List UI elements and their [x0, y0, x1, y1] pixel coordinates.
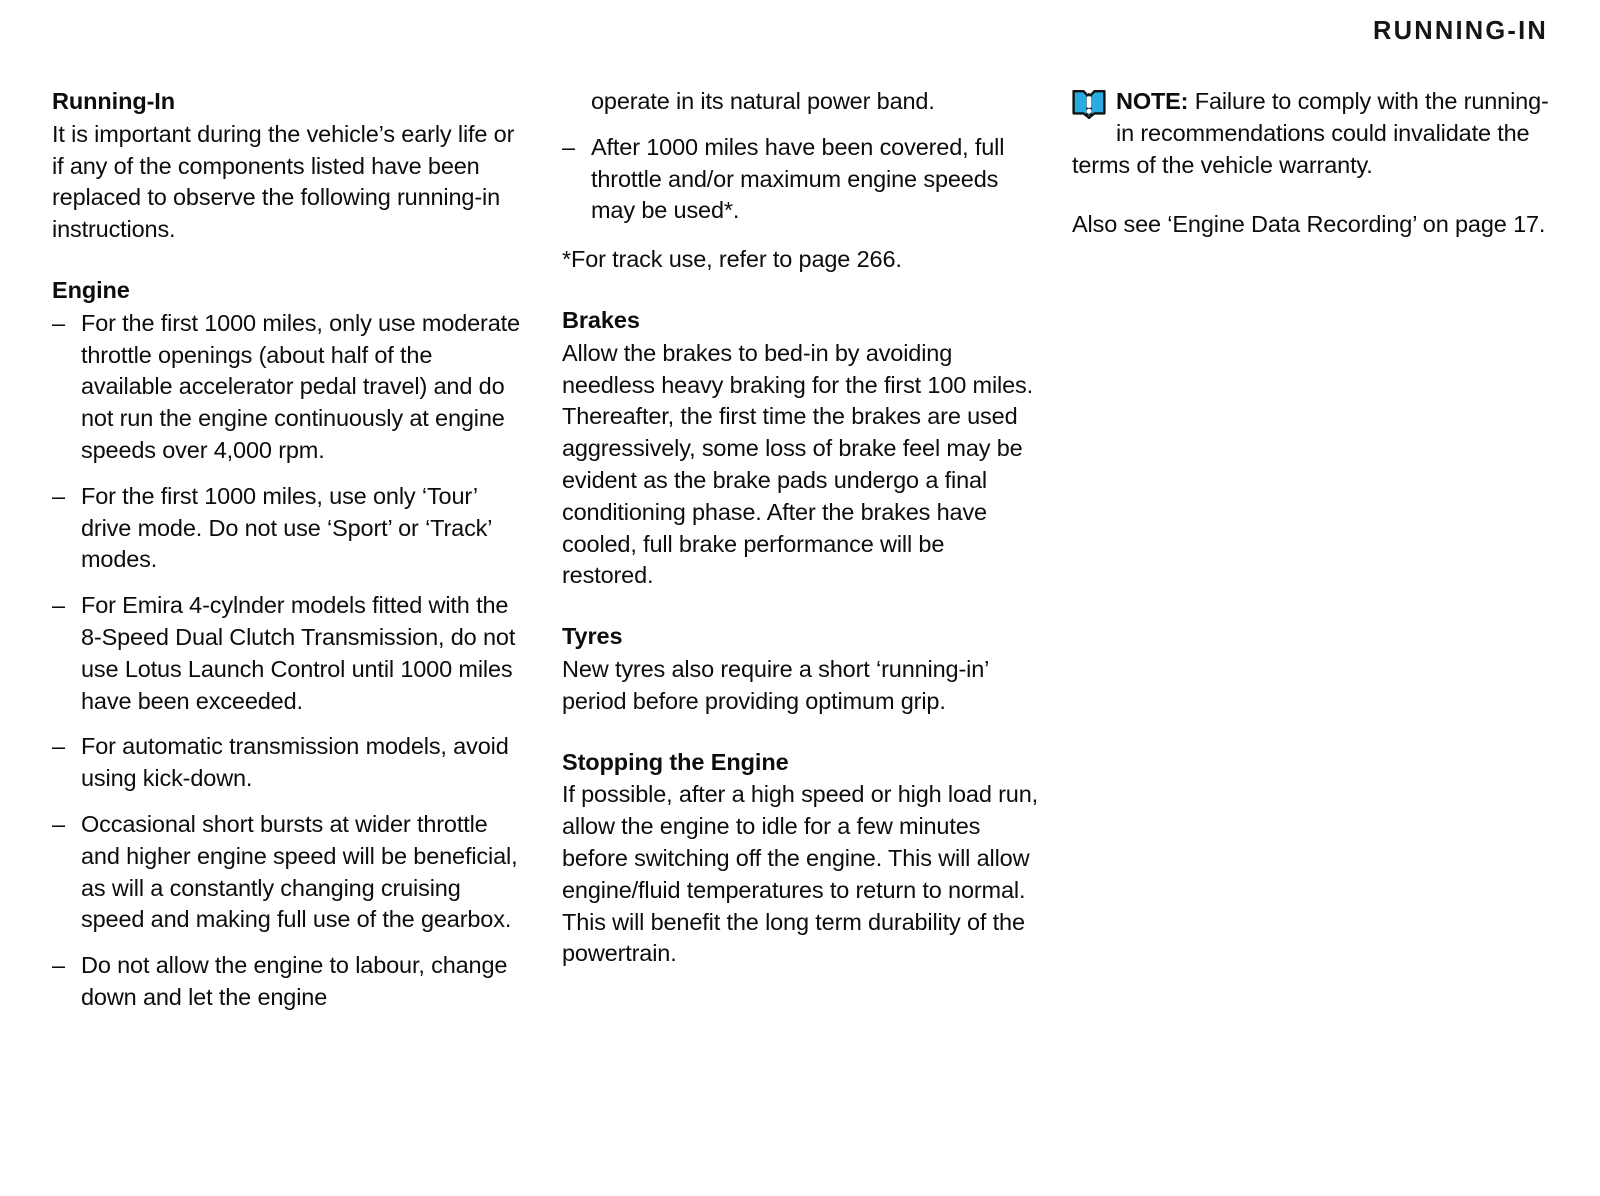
list-item	[52, 308, 530, 467]
page-title: RUNNING-IN	[1373, 16, 1548, 45]
page-running-header	[0, 0, 1548, 62]
note-callout	[1072, 86, 1550, 181]
list-item-text: For the first 1000 miles, use only ‘Tour’ drive mode. Do not use ‘Sport’ or ‘Track’ modes.	[81, 482, 492, 573]
spacer	[52, 246, 530, 275]
list-item	[52, 809, 530, 936]
list-item-text: After 1000 miles have been covered, full throttle and/or maximum engine speeds may be used*.	[591, 133, 1005, 224]
list-item-text: Occasional short bursts at wider throttle and higher engine speed will be beneficial, as will a constantly changing cruising speed and making full use of the gearbox.	[81, 810, 518, 933]
dash-bullet-marker: –	[52, 592, 65, 619]
engine-bullet-list-continued	[562, 132, 1040, 227]
paragraph-tyres: New tyres also require a short ‘running-in’ period before providing optimum grip.	[562, 655, 989, 714]
heading-tyres: Tyres	[562, 623, 623, 650]
engine-bullet-list	[52, 308, 530, 1014]
spacer	[1072, 181, 1550, 209]
open-book-note-icon	[1072, 89, 1106, 119]
spacer	[562, 276, 1040, 305]
dash-bullet-marker: –	[52, 482, 65, 509]
list-item-text: For the first 1000 miles, only use moderate throttle openings (about half of the available accelerator pedal travel) and do not run the engine continuously at engine speeds over 4,000 rpm.	[81, 309, 520, 463]
dash-bullet-marker: –	[52, 952, 65, 979]
spacer	[562, 718, 1040, 747]
list-item	[562, 132, 1040, 227]
dash-bullet-marker: –	[52, 309, 65, 336]
heading-stopping-the-engine: Stopping the Engine	[562, 748, 789, 775]
column-three	[1072, 86, 1550, 241]
footnote-track-use: *For track use, refer to page 266.	[562, 246, 902, 273]
column-two	[562, 86, 1040, 970]
paragraph-stopping-the-engine: If possible, after a high speed or high load run, allow the engine to idle for a few minutes before switching off the engine. This will allow engine/fluid temperatures to return to normal. This will benefit the long term durability of the powertrain.	[562, 781, 1039, 967]
cross-reference-text: Also see ‘Engine Data Recording’ on page 17.	[1072, 211, 1546, 238]
list-item	[52, 481, 530, 576]
list-item-text: For Emira 4-cylnder models fitted with the 8-Speed Dual Clutch Transmission, do not use Lotus Launch Control until 1000 miles have been exceeded.	[81, 592, 516, 714]
dash-bullet-marker: –	[52, 810, 65, 837]
list-item-text: For automatic transmission models, avoid using kick-down.	[81, 733, 509, 792]
list-item	[52, 590, 530, 717]
heading-engine: Engine	[52, 276, 130, 303]
list-item	[52, 950, 530, 1014]
paragraph-running-in: It is important during the vehicle’s early life or if any of the components listed have been replaced to observe the following running-in instructions.	[52, 120, 515, 243]
list-item	[52, 731, 530, 795]
note-label: NOTE:	[1116, 88, 1189, 114]
column-one	[52, 86, 530, 1014]
spacer	[562, 227, 1040, 244]
note-text: Failure to comply with the running-in recommendations could invalidate the terms of the vehicle warranty.	[1072, 88, 1549, 178]
dash-bullet-marker: –	[562, 133, 575, 160]
list-item-text: Do not allow the engine to labour, change down and let the engine	[81, 952, 508, 1010]
heading-running-in: Running-In	[52, 88, 175, 114]
dash-bullet-marker: –	[52, 733, 65, 760]
paragraph-brakes: Allow the brakes to bed-in by avoiding needless heavy braking for the first 100 miles. Thereafter, the first time the brakes are used aggressively, some loss of brake feel may be evident as the brake pads undergo a final conditioning phase. After the brakes have cooled, full brake performance will be restored.	[562, 339, 1034, 589]
page-body-columns	[52, 86, 1548, 1014]
heading-brakes: Brakes	[562, 306, 640, 333]
bullet-continuation-text: operate in its natural power band.	[591, 88, 935, 114]
spacer	[562, 592, 1040, 621]
